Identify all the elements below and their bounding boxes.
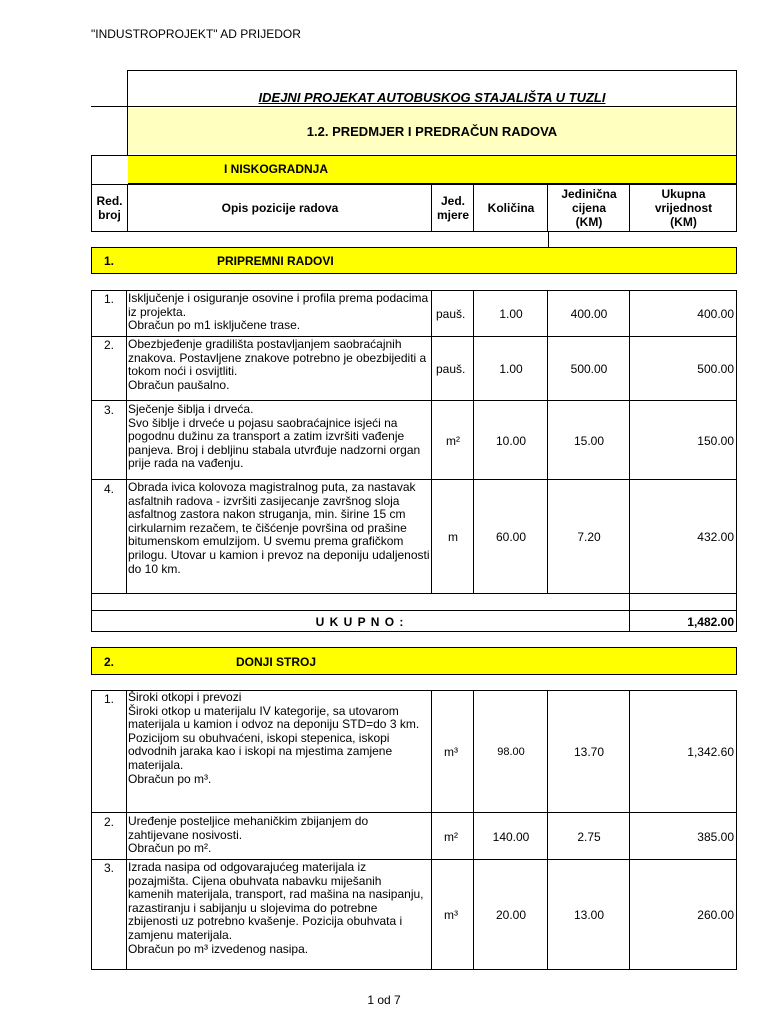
row-num: 3.	[104, 861, 115, 875]
group1-total-value: 1,482.00	[687, 614, 734, 629]
row-unit: pauš.	[436, 307, 466, 321]
row-total: 400.00	[697, 307, 734, 321]
group2-name: DONJI STROJ	[236, 655, 317, 669]
row-num: 3.	[104, 403, 115, 417]
row-total: 150.00	[697, 433, 734, 448]
section-main: I NISKOGRADNJA	[224, 162, 329, 176]
page-number: 1 od 7	[367, 993, 401, 1007]
row-price: 500.00	[570, 362, 608, 376]
col-header-jed-mjere: Jed. mjere	[436, 194, 470, 222]
doc-title: IDEJNI PROJEKAT AUTOBUSKOG STAJALIŠTA U TUZLI	[258, 89, 606, 105]
group2-bar	[91, 647, 737, 675]
g2-v2	[431, 690, 432, 970]
g2-h1	[91, 812, 737, 813]
col-header-red-broj: Red. broj	[96, 194, 123, 222]
row-qty: 10.00	[495, 433, 527, 448]
row-qty: 60.00	[495, 530, 527, 544]
row-qty: 1.00	[499, 362, 523, 376]
row-unit: m	[448, 530, 458, 544]
row-num: 1.	[104, 292, 115, 306]
row-desc: Uređenje posteljice mehaničkim zbijanjem do zahtijevane nosivosti. Obračun po m².	[128, 814, 369, 856]
row-desc: Izrada nasipa od odgovarajućeg materijala iz pozajmišta. Cijena obuhvata nabavku miješanih kamenih materijala, transport, rad mašina na nasipanju, razastiranju i sabijanju u slojevima do potrebne zbijenosti uz potrebno kvašenje. Pozicija obuhvata i zamjenu materijala. Obračun po m³ izvedenog nasipa.	[128, 860, 424, 956]
row-unit: m²	[446, 433, 460, 448]
row-total: 1,342.60	[687, 745, 734, 759]
row-desc: Sječenje šiblja i drveća. Svo šiblje i drveće u pojasu saobraćajnice isjeći na pogodnu dužinu za transport a zatim izvršiti vađenje panjeva. Broj i debljinu stabala utvrđuje nadzorni organ prije rada na vađenju.	[128, 402, 421, 471]
group1-num: 1.	[104, 254, 115, 268]
row-price: 15.00	[573, 433, 605, 448]
row-num: 2.	[104, 815, 115, 829]
row-desc: Obrada ivica kolovoza magistralnog puta, za nastavak asfaltnih radova - izvršiti zasijecanje završnog sloja asfaltnog zastora nakon struganja, min. širine 15 cm cirkularnim rezačem, te čišćenje površina od prašine bitumenskom emulzijom. U svemu prema grafičkom prilogu. Utovar u kamion i prevoz na deponiju udaljenosti do 10 km.	[128, 480, 430, 576]
col-header-opis: Opis pozicije radova	[221, 201, 339, 215]
g1-h2	[91, 400, 737, 401]
row-price: 13.00	[573, 908, 605, 922]
row-num: 1.	[104, 692, 115, 706]
row-unit: m³	[444, 745, 458, 759]
row-unit: m²	[444, 829, 458, 844]
row-desc: Obezbjeđenje gradilišta postavljanjem saobraćajnih znakova. Postavljene znakove potrebno je obezbijediti a tokom noći i osvijtliti. Obračun paušalno.	[128, 337, 427, 392]
row-qty: 1.00	[499, 307, 523, 321]
group2-num: 2.	[104, 655, 115, 669]
row-desc: Široki otkopi i prevozi Široki otkop u materijalu IV kategorije, sa utovarom materijala u kamion i odvoz na deponiju STD=do 3 km. Pozicijom su obuhvaćeni, iskopi stepenica, iskopi odvodnih jaraka kao i iskopi na mjestima zamjene materijala. Obračun po m³.	[128, 690, 420, 786]
row-total: 260.00	[697, 908, 734, 922]
row-price: 7.20	[577, 530, 601, 544]
row-price: 2.75	[577, 829, 601, 844]
row-num: 2.	[104, 338, 115, 352]
row-total: 432.00	[697, 530, 734, 544]
row-total: 385.00	[697, 829, 734, 844]
row-price: 400.00	[570, 307, 608, 321]
row-qty: 140.00	[492, 829, 530, 844]
row-desc: Isključenje i osiguranje osovine i profila prema podacima iz projekta. Obračun po m1 isključene trase.	[128, 291, 429, 333]
col-header-kolicina: Količina	[487, 201, 535, 215]
group1-total-label: U K U P N O :	[315, 614, 405, 629]
row-unit: pauš.	[436, 362, 466, 376]
doc-subtitle: 1.2. PREDMJER I PREDRAČUN RADOVA	[128, 108, 736, 154]
col-header-jedinicna: Jedinična cijena (KM)	[561, 187, 617, 229]
company-name: "INDUSTROPROJEKT" AD PRIJEDOR	[91, 27, 301, 41]
title-line	[91, 106, 737, 107]
group1-bar	[91, 247, 737, 274]
row-qty: 20.00	[495, 908, 527, 922]
row-qty: 98.00	[497, 746, 525, 758]
row-price: 13.70	[573, 745, 605, 759]
spacer-line	[548, 232, 549, 247]
row-num: 4.	[104, 482, 115, 496]
section-yellow	[128, 156, 736, 184]
row-unit: m³	[444, 908, 458, 922]
g2-v1	[126, 690, 127, 970]
g1-h4	[91, 593, 737, 594]
row-total: 500.00	[697, 362, 734, 376]
group1-name: PRIPREMNI RADOVI	[217, 254, 334, 268]
col-header-ukupna: Ukupna vrijednost (KM)	[654, 187, 713, 229]
